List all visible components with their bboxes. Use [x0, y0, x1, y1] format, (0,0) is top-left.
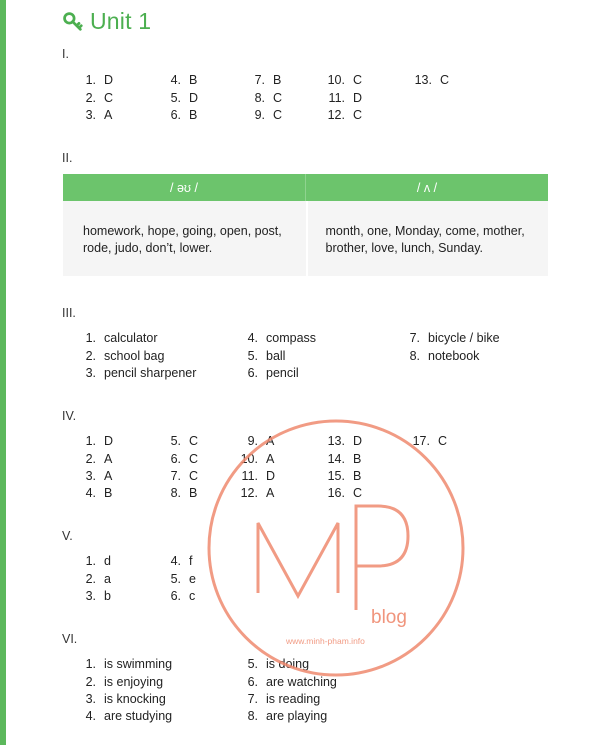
- answer-item: 3. b: [85, 589, 111, 603]
- answer-item: 17. C: [412, 434, 448, 448]
- answer-item: 7. C: [170, 469, 199, 483]
- answer-item: 7. B: [254, 73, 282, 87]
- title-text: Unit 1: [90, 8, 152, 34]
- answer-item: 9. A: [247, 434, 275, 448]
- answer-item: 12. C: [327, 108, 363, 122]
- answer-item: 5. C: [170, 434, 199, 448]
- section-label-3: III.: [62, 306, 76, 320]
- answer-item: 11. D: [241, 469, 276, 483]
- answer-item: 4. are studying: [85, 709, 173, 723]
- answer-item: 7. is reading: [247, 692, 321, 706]
- answer-item: 8. notebook: [409, 349, 480, 363]
- answer-item: 2. C: [85, 91, 114, 105]
- phonetics-table: [63, 174, 548, 276]
- answer-item: 3. pencil sharpener: [85, 366, 197, 380]
- answer-item: 5. e: [170, 572, 196, 586]
- answer-item: 8. C: [254, 91, 283, 105]
- answer-item: 6. c: [170, 589, 196, 603]
- answer-item: 6. B: [170, 108, 198, 122]
- answer-item: 2. school bag: [85, 349, 165, 363]
- table-cell-uh: month, one, Monday, come, mother, brother, love, lunch, Sunday.: [306, 201, 549, 276]
- answer-item: 2. is enjoying: [85, 675, 164, 689]
- answer-item: 10. A: [240, 452, 275, 466]
- answer-item: 1. d: [85, 554, 111, 568]
- section-label-2: II.: [62, 151, 73, 165]
- answer-item: 2. a: [85, 572, 111, 586]
- answer-item: 5. is doing: [247, 657, 310, 671]
- answer-item: 1. D: [85, 73, 114, 87]
- answer-item: 4. B: [85, 486, 113, 500]
- answer-item: 8. are playing: [247, 709, 328, 723]
- answer-item: 5. ball: [247, 349, 286, 363]
- page-title: [62, 8, 151, 35]
- answer-item: 7. bicycle / bike: [409, 331, 500, 345]
- answer-item: 12. A: [240, 486, 275, 500]
- watermark-url-text: www.minh-pham.info: [286, 636, 365, 646]
- answer-item: 11. D: [328, 91, 363, 105]
- answer-item: 1. calculator: [85, 331, 158, 345]
- answer-item: 14. B: [327, 452, 362, 466]
- section-label-1: I.: [62, 47, 69, 61]
- answer-item: 9. C: [254, 108, 283, 122]
- table-cell-ou: homework, hope, going, open, post, rode, judo, don’t, lower.: [83, 224, 282, 255]
- section-label-5: V.: [62, 529, 73, 543]
- answer-item: 13. D: [327, 434, 363, 448]
- answer-item: 4. B: [170, 73, 198, 87]
- answer-item: 5. D: [170, 91, 199, 105]
- key-icon: [62, 11, 84, 33]
- answer-item: 3. A: [85, 108, 113, 122]
- section-label-4: IV.: [62, 409, 77, 423]
- answer-item: 10. C: [327, 73, 363, 87]
- column-header-ou: / əʊ /: [170, 180, 198, 195]
- answer-item: 6. are watching: [247, 675, 337, 689]
- answer-item: 4. compass: [247, 331, 317, 345]
- left-accent-bar: [0, 0, 6, 745]
- answer-item: 3. A: [85, 469, 113, 483]
- answer-item: 2. A: [85, 452, 113, 466]
- answer-item: 13. C: [414, 73, 450, 87]
- answer-item: 16. C: [327, 486, 363, 500]
- watermark-blog-text: blog: [371, 607, 407, 628]
- answer-item: 6. C: [170, 452, 199, 466]
- section-label-6: VI.: [62, 632, 78, 646]
- answer-item: 15. B: [327, 469, 362, 483]
- phonetics-table-header: [63, 174, 548, 201]
- answer-item: 3. is knocking: [85, 692, 166, 706]
- column-header-uh: / ʌ /: [305, 174, 548, 201]
- answer-item: 8. B: [170, 486, 198, 500]
- answer-item: 6. pencil: [247, 366, 299, 380]
- answer-item: 1. is swimming: [85, 657, 173, 671]
- answer-item: 1. D: [85, 434, 114, 448]
- answer-item: 4. f: [170, 554, 193, 568]
- phonetics-table-body: [63, 201, 548, 276]
